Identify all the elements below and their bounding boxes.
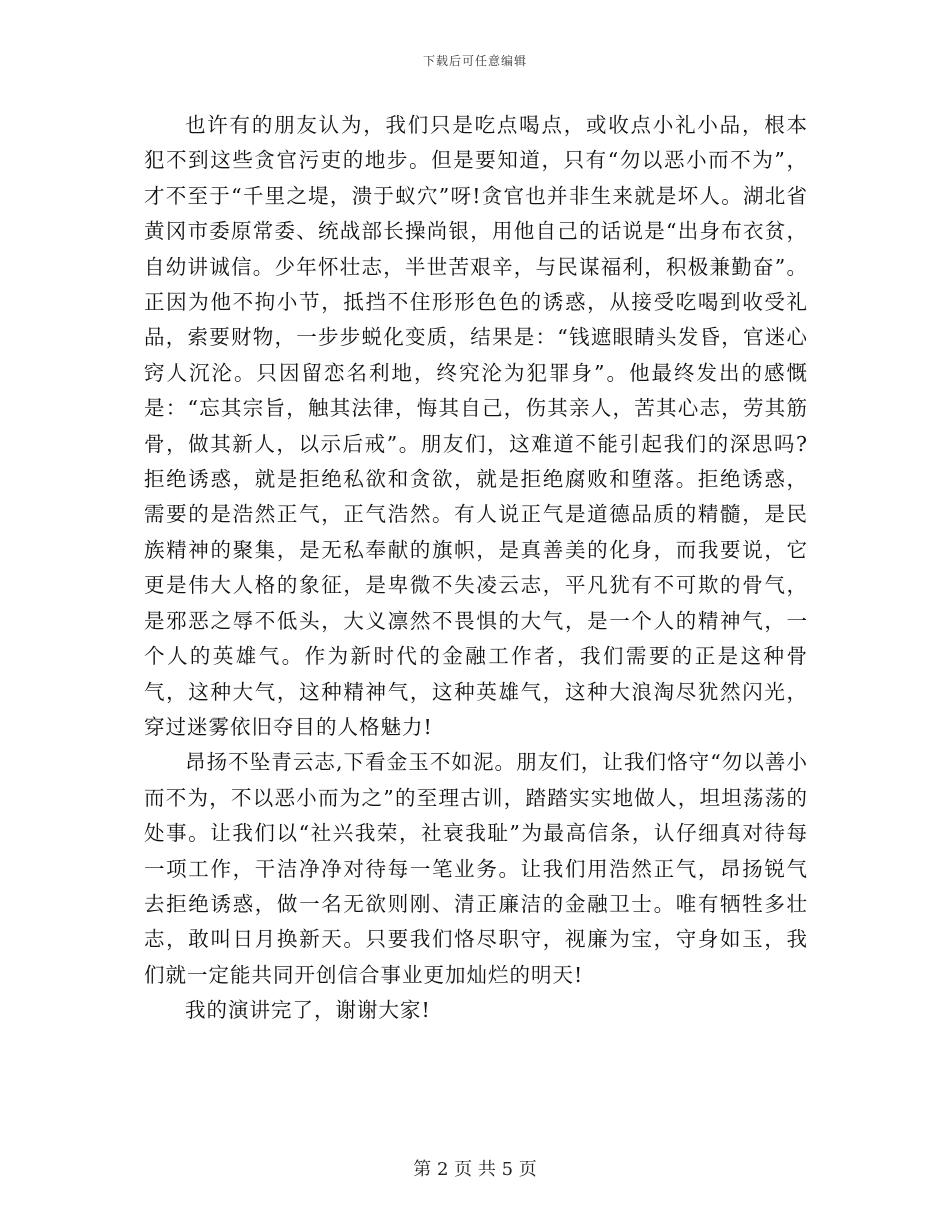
document-body [144, 108, 808, 1029]
paragraph-1: 也许有的朋友认为，我们只是吃点喝点，或收点小礼小品，根本犯不到这些贪官污吏的地步。但是要知道，只有“勿以恶小而不为”，才不至于“千里之堤，溃于蚁穴”呀!贪官也并非生来就是坏人。湖北省黄冈市委原常委、统战部长操尚银，用他自己的话说是“出身布衣贫，自幼讲诚信。少年怀壮志，半世苦艰辛，与民谋福利，积极兼勤奋”。正因为他不拘小节，抵挡不住形形色色的诱惑，从接受吃喝到收受礼品，索要财物，一步步蜕化变质，结果是：“钱遮眼睛头发昏，官迷心窍人沉沦。只因留恋名利地，终究沦为犯罪身”。他最终发出的感慨是：“忘其宗旨，触其法律，悔其自己，伤其亲人，苦其心志，劳其筋骨，做其新人，以示后戒”。朋友们，这难道不能引起我们的深思吗?拒绝诱惑，就是拒绝私欲和贪欲，就是拒绝腐败和堕落。拒绝诱惑，需要的是浩然正气，正气浩然。有人说正气是道德品质的精髓，是民族精神的聚集，是无私奉献的旗帜，是真善美的化身，而我要说，它更是伟大人格的象征，是卑微不失凌云志，平凡犹有不可欺的骨气，是邪恶之辱不低头，大义凛然不畏惧的大气，是一个人的精神气，一个人的英雄气。作为新时代的金融工作者，我们需要的正是这种骨气，这种大气，这种精神气，这种英雄气，这种大浪淘尽犹然闪光，穿过迷雾依旧夺目的人格魅力! [144, 113, 808, 739]
page-header: 下载后可任意编辑 [422, 54, 527, 68]
paragraph-3: 我的演讲完了，谢谢大家! [185, 998, 431, 1023]
page-number-footer: 第 2 页 共 5 页 [413, 1159, 537, 1180]
paragraph-2: 昂扬不坠青云志,下看金玉不如泥。朋友们，让我们恪守“勿以善小而不为，不以恶小而为之”的至理古训，踏踏实实地做人，坦坦荡荡的处事。让我们以“社兴我荣，社衰我耻”为最高信条，认仔细真对待每一项工作，干洁净净对待每一笔业务。让我们用浩然正气，昂扬锐气去拒绝诱惑，做一名无欲则刚、清正廉洁的金融卫士。唯有牺牲多壮志，敢叫日月换新天。只要我们恪尽职守，视廉为宝，守身如玉，我们就一定能共同开创信合事业更加灿烂的明天! [144, 750, 808, 987]
